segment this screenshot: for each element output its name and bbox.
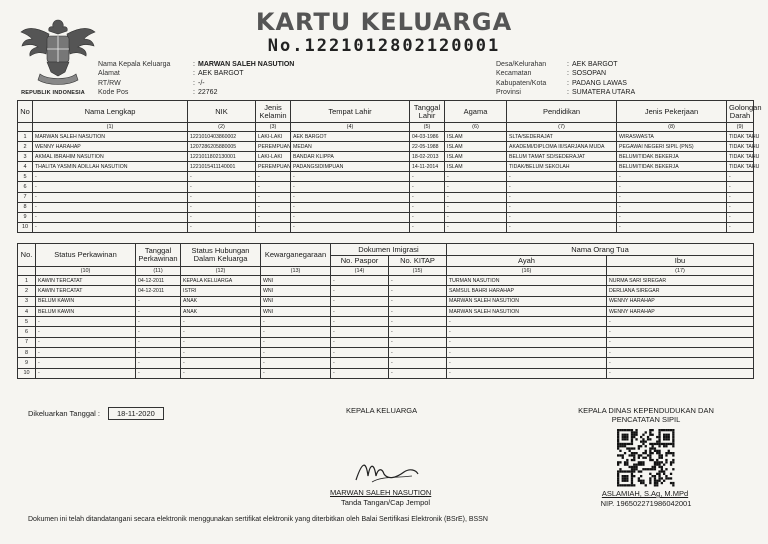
col-number: (11) (136, 267, 181, 276)
family-info-right: Desa/Kelurahan : AEK BARGOT Kecamatan : SOSOPAN Kabupaten/Kota : PADANG LAWAS Provinsi : SUMATERA UTARA (496, 61, 636, 97)
table-cell: - (389, 317, 447, 327)
table-cell: - (181, 327, 261, 337)
table-cell: 22-05-1988 (410, 142, 445, 152)
table-cell: PEGAWAI NEGERI SIPIL (PNS) (617, 142, 727, 152)
table-cell: - (331, 317, 389, 327)
table-cell: - (181, 337, 261, 347)
table-cell: - (389, 327, 447, 337)
table-cell: 2 (18, 142, 33, 152)
table-cell: - (36, 317, 136, 327)
table-cell: - (727, 212, 754, 222)
info-value: AEK BARGOT (198, 70, 244, 78)
col-header: Ibu (607, 256, 754, 267)
table-cell: THALITA YASMIN ADILLAH NASUTION (33, 162, 188, 172)
info-label: Alamat (98, 70, 120, 78)
head-of-family-label: KEPALA KELUARGA (346, 406, 418, 415)
table-row (18, 327, 754, 337)
col-number: (16) (447, 267, 607, 276)
col-header: No. (18, 244, 36, 267)
signature-caption: Tanda Tangan/Cap Jempol (341, 498, 431, 507)
table-cell: - (727, 192, 754, 202)
info-label: Kode Pos (98, 89, 129, 97)
table-cell: - (727, 202, 754, 212)
table-cell: 18-02-2013 (410, 152, 445, 162)
info-value: 22762 (198, 89, 218, 97)
table-cell: - (291, 202, 410, 212)
table-cell: LAKI-LAKI (256, 132, 291, 142)
table-cell: MARWAN SALEH NASUTION (447, 296, 607, 306)
agency-title-line: PENCATATAN SIPIL (611, 415, 681, 424)
table-row (18, 172, 754, 182)
table-cell: ISLAM (445, 152, 507, 162)
table-cell: SAMSUL BAHRI HARAHAP (447, 286, 607, 296)
table-cell: - (447, 317, 607, 327)
table-cell: 04-12-2011 (136, 276, 181, 286)
table-cell: - (507, 222, 617, 232)
table-cell: - (33, 212, 188, 222)
table-cell: 14-11-2014 (410, 162, 445, 172)
table-cell: - (291, 212, 410, 222)
table-cell: - (256, 222, 291, 232)
table-cell: - (36, 358, 136, 368)
col-number: (8) (617, 123, 727, 132)
col-header: Tanggal Lahir (410, 101, 445, 123)
table-row (18, 306, 754, 316)
table-cell: - (36, 337, 136, 347)
table-cell: - (291, 182, 410, 192)
table-cell: ISTRI (181, 286, 261, 296)
table-cell: - (607, 317, 754, 327)
table-cell: - (331, 286, 389, 296)
info-label: Kabupaten/Kota (496, 79, 547, 87)
table-cell: - (507, 172, 617, 182)
table-cell: - (331, 348, 389, 358)
table-cell: 10 (18, 222, 33, 232)
table-cell: - (36, 327, 136, 337)
qr-code-icon (612, 428, 680, 488)
table-cell: LAKI-LAKI (256, 152, 291, 162)
table-cell: - (389, 306, 447, 316)
table-cell: - (331, 306, 389, 316)
col-header: No. KITAP (389, 256, 447, 267)
col-header: No. Paspor (331, 256, 389, 267)
table-cell: - (389, 276, 447, 286)
table-cell: 3 (18, 152, 33, 162)
table-cell: - (36, 368, 136, 378)
table-cell: AEK BARGOT (291, 132, 410, 142)
col-number: (12) (181, 267, 261, 276)
col-number: (4) (291, 123, 410, 132)
col-header: Pendidikan (507, 101, 617, 123)
info-label: Kecamatan (496, 70, 532, 78)
table-cell: - (331, 327, 389, 337)
col-header: Agama (445, 101, 507, 123)
table-cell: AKMAL IBRAHIM NASUTION (33, 152, 188, 162)
table-cell: TURMAN NASUTION (447, 276, 607, 286)
table-cell: - (410, 182, 445, 192)
table-cell: 8 (18, 202, 33, 212)
table-cell: 4 (18, 162, 33, 172)
table-cell: BELUM KAWIN (36, 296, 136, 306)
table-cell: ISLAM (445, 132, 507, 142)
table-cell: - (389, 358, 447, 368)
head-of-family-name: MARWAN SALEH NASUTION (330, 488, 432, 497)
table-cell: - (188, 182, 256, 192)
table-cell: - (617, 182, 727, 192)
table-cell: - (33, 182, 188, 192)
table-cell: - (181, 348, 261, 358)
table-cell: - (389, 337, 447, 347)
table-cell: 1 (18, 132, 33, 142)
table-cell: - (331, 296, 389, 306)
table-cell: - (607, 368, 754, 378)
table-cell: 8 (18, 348, 36, 358)
table-cell: 2 (18, 286, 36, 296)
member-table (17, 100, 762, 233)
info-value: AEK BARGOT (572, 61, 618, 68)
table-cell: WNI (261, 306, 331, 316)
table-cell: - (507, 182, 617, 192)
table-cell: WNI (261, 296, 331, 306)
table-cell: TIDAK TAHU (727, 132, 754, 142)
col-number: (10) (36, 267, 136, 276)
table-cell: - (607, 337, 754, 347)
table-cell: - (261, 368, 331, 378)
col-header: Kewarganegaraan (261, 244, 331, 267)
table-cell: WENNY HARAHAP (607, 296, 754, 306)
official-nip: NIP. 196502271986042001 (600, 499, 692, 508)
table-cell: - (36, 348, 136, 358)
table-cell: - (617, 172, 727, 182)
table-row (18, 212, 754, 222)
col-header: NIK (188, 101, 256, 123)
table-cell: - (507, 192, 617, 202)
table-cell: ISLAM (445, 142, 507, 152)
table-cell: - (607, 348, 754, 358)
table-cell: - (727, 182, 754, 192)
table-cell: - (607, 327, 754, 337)
table-cell: ANAK (181, 306, 261, 316)
table-row (18, 358, 754, 368)
table-cell: - (291, 172, 410, 182)
col-header: Status Hubungan Dalam Keluarga (181, 244, 261, 267)
col-header: Jenis Pekerjaan (617, 101, 727, 123)
table-cell: 04-03-1986 (410, 132, 445, 142)
table-cell: BELUM/TIDAK BEKERJA (617, 162, 727, 172)
table-cell: - (261, 358, 331, 368)
col-header: Ayah (447, 256, 607, 267)
table-cell: - (181, 317, 261, 327)
table-cell: - (256, 202, 291, 212)
table-cell: - (447, 358, 607, 368)
emblem-label: REPUBLIK INDONESIA (21, 90, 85, 96)
table-cell: TIDAK TAHU (727, 142, 754, 152)
table-cell: WNI (261, 286, 331, 296)
col-number: (17) (607, 267, 754, 276)
col-header: Golongan Darah (727, 101, 754, 123)
table-cell: NURMA SARI SIREGAR (607, 276, 754, 286)
table-cell: 1221010403860002 (188, 132, 256, 142)
table-cell: - (261, 327, 331, 337)
col-number: (1) (33, 123, 188, 132)
table-cell: - (410, 192, 445, 202)
issued-date-value: 18-11-2020 (108, 407, 164, 420)
table-cell: 1221011802130001 (188, 152, 256, 162)
table-cell: 3 (18, 296, 36, 306)
table-cell: - (607, 358, 754, 368)
table-cell: KAWIN TERCATAT (36, 276, 136, 286)
table-cell: - (188, 192, 256, 202)
table-cell: KEPALA KELUARGA (181, 276, 261, 286)
table-cell: 5 (18, 172, 33, 182)
table-cell: MARWAN SALEH NASUTION (447, 306, 607, 316)
table-cell: 1207286205880005 (188, 142, 256, 152)
table-cell: - (617, 222, 727, 232)
table-cell: AKADEMI/DIPLOMA III/SARJANA MUDA (507, 142, 617, 152)
table-row (18, 192, 754, 202)
table-cell: 1221015411140001 (188, 162, 256, 172)
table-cell: - (136, 337, 181, 347)
table-row (18, 368, 754, 378)
table-cell: - (447, 368, 607, 378)
table-cell: 4 (18, 306, 36, 316)
info-label: Provinsi (496, 89, 521, 97)
table-cell: - (331, 358, 389, 368)
issued-date (28, 407, 164, 420)
table-cell: 7 (18, 192, 33, 202)
table-cell: WENNY HARAHAP (33, 142, 188, 152)
table-cell: 9 (18, 212, 33, 222)
table-cell: - (261, 317, 331, 327)
table-cell: - (389, 286, 447, 296)
info-value: PADANG LAWAS (572, 79, 627, 87)
document-title: KARTU KELUARGA (255, 8, 513, 36)
col-number: (14) (331, 267, 389, 276)
table-cell: - (331, 276, 389, 286)
table-cell: - (291, 192, 410, 202)
card-number: No.1221012802120001 (267, 36, 501, 56)
table-cell: 9 (18, 358, 36, 368)
agency-title-line: KEPALA DINAS KEPENDUDUKAN DAN (578, 406, 714, 415)
table-cell: - (389, 368, 447, 378)
col-header: Nama Orang Tua (447, 244, 754, 256)
table-cell: ISLAM (445, 162, 507, 172)
info-value: MARWAN SALEH NASUTION (198, 61, 295, 68)
table-row (18, 162, 754, 172)
col-header: Status Perkawinan (36, 244, 136, 267)
table-cell: - (256, 192, 291, 202)
table-cell: - (33, 222, 188, 232)
table-cell: - (617, 192, 727, 202)
table-cell: BELUM TAMAT SD/SEDERAJAT (507, 152, 617, 162)
table-cell: - (445, 222, 507, 232)
table-cell: - (617, 202, 727, 212)
col-header: Tempat Lahir (291, 101, 410, 123)
table-cell: ANAK (181, 296, 261, 306)
table-cell: WIRASWASTA (617, 132, 727, 142)
col-number: (5) (410, 123, 445, 132)
col-header: Dokumen Imigrasi (331, 244, 447, 256)
table-cell: - (445, 202, 507, 212)
table-cell: 04-12-2011 (136, 286, 181, 296)
col-header: Tanggal Perkawinan (136, 244, 181, 267)
col-header: Jenis Kelamin (256, 101, 291, 123)
info-value: -/- (198, 79, 205, 87)
table-cell: - (256, 172, 291, 182)
official-name: ASLAMIAH, S.Ag, M.MPd (601, 489, 689, 498)
status-table (17, 243, 754, 379)
table-cell: - (136, 317, 181, 327)
info-label: Nama Kepala Keluarga (98, 61, 171, 68)
col-number: (15) (389, 267, 447, 276)
col-number: (7) (507, 123, 617, 132)
table-cell: - (261, 348, 331, 358)
table-row (18, 202, 754, 212)
table-cell: - (410, 202, 445, 212)
table-cell: - (507, 202, 617, 212)
table-cell: - (447, 348, 607, 358)
table-row (18, 286, 754, 296)
table-cell: BELUM/TIDAK BEKERJA (617, 152, 727, 162)
info-value: SOSOPAN (572, 70, 607, 78)
table-cell: TIDAK TAHU (727, 162, 754, 172)
col-number: (9) (727, 123, 754, 132)
table-cell: - (447, 327, 607, 337)
table-cell: - (445, 192, 507, 202)
table-cell: BELUM KAWIN (36, 306, 136, 316)
table-cell: - (445, 212, 507, 222)
issued-label: Dikeluarkan Tanggal : (28, 409, 100, 418)
table-row (18, 348, 754, 358)
table-row (18, 142, 754, 152)
table-cell: - (727, 222, 754, 232)
table-cell: 6 (18, 182, 33, 192)
table-cell: BANDAR KLIPPA (291, 152, 410, 162)
table-cell: - (136, 327, 181, 337)
table-cell: - (33, 192, 188, 202)
table-cell: - (181, 358, 261, 368)
table-cell: - (188, 172, 256, 182)
table-cell: - (410, 212, 445, 222)
table-cell: - (33, 202, 188, 212)
table-cell: - (410, 222, 445, 232)
signature-icon (352, 454, 422, 488)
table-cell: KAWIN TERCATAT (36, 286, 136, 296)
info-label: Desa/Kelurahan (496, 61, 547, 68)
table-row (18, 132, 754, 142)
table-cell: TIDAK TAHU (727, 152, 754, 162)
table-cell: - (181, 368, 261, 378)
table-cell: PEREMPUAN (256, 142, 291, 152)
table-cell: - (188, 222, 256, 232)
table-cell: - (136, 348, 181, 358)
col-number: (13) (261, 267, 331, 276)
table-cell: - (727, 172, 754, 182)
col-header: No (18, 101, 33, 123)
col-number: (6) (445, 123, 507, 132)
table-cell: - (256, 182, 291, 192)
agency-title (571, 406, 721, 424)
table-cell: 10 (18, 368, 36, 378)
table-cell: - (188, 202, 256, 212)
table-cell: - (136, 296, 181, 306)
table-cell: - (445, 182, 507, 192)
table-cell: - (410, 172, 445, 182)
table-cell: 1 (18, 276, 36, 286)
col-header: Nama Lengkap (33, 101, 188, 123)
table-cell: - (188, 212, 256, 222)
table-cell: - (256, 212, 291, 222)
family-info-left: Nama Kepala Keluarga : MARWAN SALEH NASUTION Alamat : AEK BARGOT RT/RW : -/- Kode Pos : 22762 (98, 61, 295, 97)
table-cell: - (507, 212, 617, 222)
table-row (18, 222, 754, 232)
table-cell: - (389, 348, 447, 358)
table-cell: - (33, 172, 188, 182)
table-cell: WENNY HARAHAP (607, 306, 754, 316)
table-cell: - (291, 222, 410, 232)
table-row (18, 152, 754, 162)
col-number: (3) (256, 123, 291, 132)
table-cell: - (136, 368, 181, 378)
info-value: SUMATERA UTARA (572, 89, 636, 97)
table-cell: WNI (261, 276, 331, 286)
table-cell: - (331, 368, 389, 378)
table-cell: - (331, 337, 389, 347)
table-cell: 6 (18, 327, 36, 337)
table-cell: MARWAN SALEH NASUTION (33, 132, 188, 142)
table-cell: - (136, 358, 181, 368)
table-cell: - (261, 337, 331, 347)
table-cell: 5 (18, 317, 36, 327)
table-cell: - (447, 337, 607, 347)
table-cell: PEREMPUAN (256, 162, 291, 172)
table-cell: - (389, 296, 447, 306)
table-cell: 7 (18, 337, 36, 347)
table-cell: MEDAN (291, 142, 410, 152)
table-cell: TIDAK/BELUM SEKOLAH (507, 162, 617, 172)
table-row (18, 276, 754, 286)
table-row (18, 337, 754, 347)
col-number: (2) (188, 123, 256, 132)
table-row (18, 317, 754, 327)
table-row (18, 182, 754, 192)
table-cell: - (445, 172, 507, 182)
table-cell: SLTA/SEDERAJAT (507, 132, 617, 142)
table-cell: PADANGSIDIMPUAN (291, 162, 410, 172)
table-cell: DERLIANA SIREGAR (607, 286, 754, 296)
table-row (18, 296, 754, 306)
table-cell: - (617, 212, 727, 222)
electronic-signature-note: Dokumen ini telah ditandatangani secara elektronik menggunakan sertifikat elektronik yang diterbitkan oleh Balai Sertifikasi Elektronik (BSrE), BSSN (28, 516, 488, 523)
table-cell: - (136, 306, 181, 316)
info-label: RT/RW (98, 79, 121, 87)
